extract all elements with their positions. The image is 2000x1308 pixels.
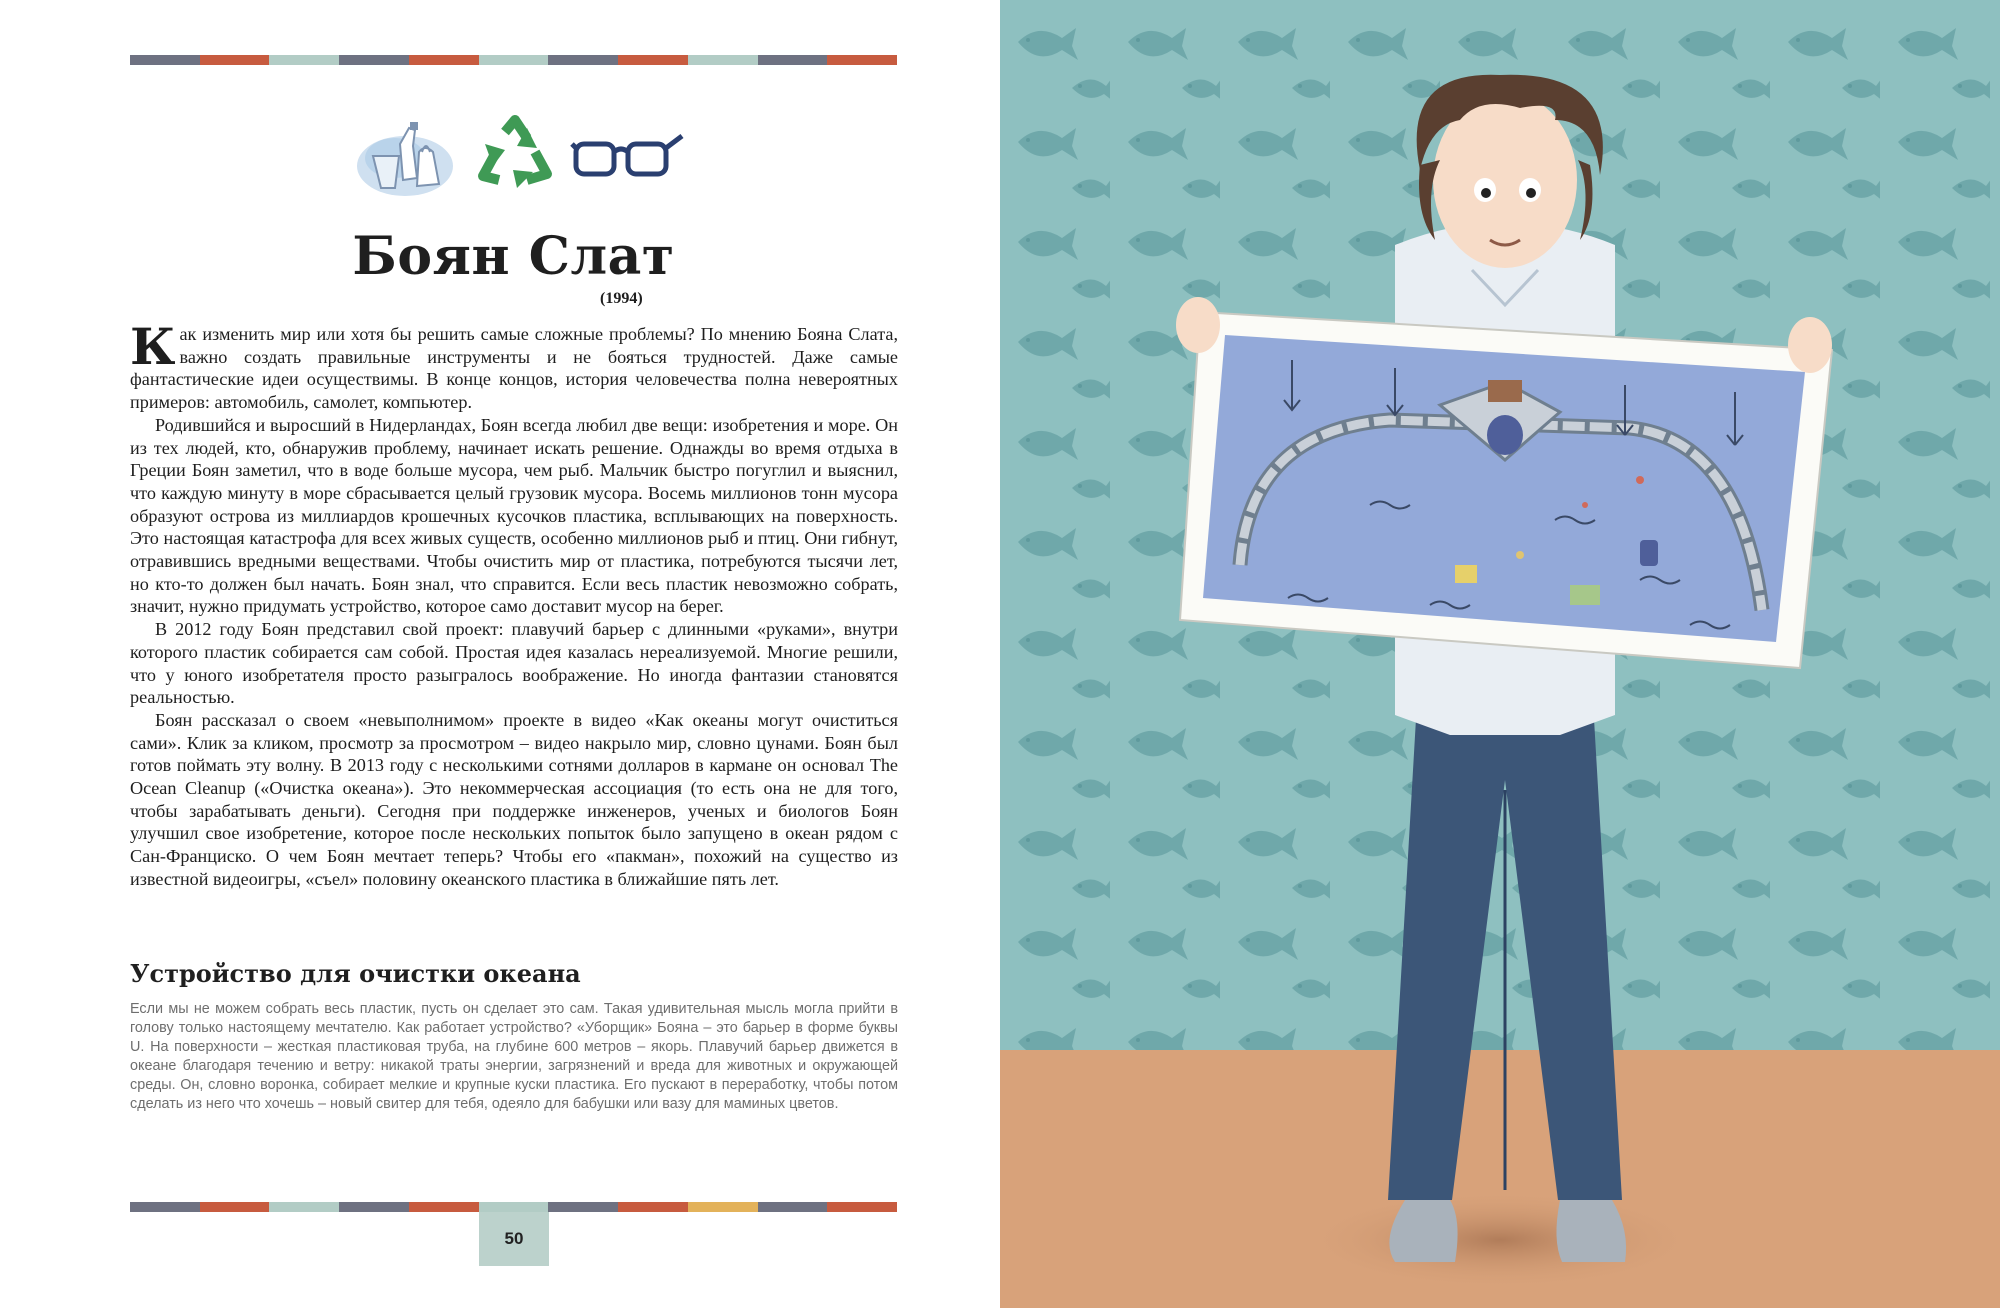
life-years: (1994) — [600, 290, 643, 307]
paragraph-3: В 2012 году Боян представил свой проект: плавучий барьер с длинными «руками», внутри которого пластик собирается сам собой. Простая идея казалась нереализуемой. Многие решили, что у юного изобретателя просто разыгралось воображение. Но иногда фантазии становятся реальностью. — [130, 619, 898, 708]
glasses-icon — [570, 130, 685, 190]
article-body — [130, 317, 898, 891]
plastic-waste-icon — [355, 108, 455, 198]
stripe-segment — [758, 55, 828, 65]
article-title: Боян Слат — [352, 226, 675, 287]
stripe-segment — [548, 1202, 618, 1212]
stripe-segment — [827, 55, 897, 65]
recycle-icon — [475, 114, 555, 194]
stripe-segment — [688, 55, 758, 65]
stripe-segment — [339, 1202, 409, 1212]
stripe-segment — [548, 55, 618, 65]
illustration-page — [1000, 0, 2000, 1308]
stripe-segment — [409, 1202, 479, 1212]
top-decorative-stripe — [130, 55, 897, 65]
poster — [1180, 312, 1832, 668]
stripe-segment — [618, 1202, 688, 1212]
paragraph-4: Боян рассказал о своем «невыполнимом» проекте в видео «Как океаны могут очиститься сами». Клик за кликом, просмотр за просмотром – видео накрыло мир, словно цунами. Боян был готов поймать эту волну. В 2013 году с несколькими сотнями долларов в кармане он основал The Ocean Cleanup («Очистка океана»). Это некоммерческая ассоциация (то есть она не для того, чтобы зарабатывать деньги). Сегодня при поддержке инженеров, ученых и биологов Боян улучшил свое изобретение, которое после нескольких попыток было запущено в океан рядом с Сан-Франциско. О чем Боян мечтает теперь? Чтобы его «пакман», похожий на существо из известной видеоигры, «съел» половину океанского пластика в ближайшие пять лет. — [130, 709, 898, 889]
page-number: 50 — [504, 1229, 524, 1248]
stripe-segment — [130, 55, 200, 65]
stripe-segment — [339, 55, 409, 65]
drop-cap: К — [130, 317, 176, 376]
stripe-segment — [479, 1202, 549, 1212]
stripe-segment — [479, 55, 549, 65]
stripe-segment — [758, 1202, 828, 1212]
stripe-segment — [618, 55, 688, 65]
stripe-segment — [269, 1202, 339, 1212]
stripe-segment — [269, 55, 339, 65]
paragraph-1-text: ак изменить мир или хотя бы решить самые сложные проблемы? По мнению Бояна Слата, важно создать правильные инструменты и не бояться трудностей. Даже самые фантастические идеи осуществимы. В конце концов, история человечества полна невероятных примеров: автомобиль, самолет, компьютер. — [130, 324, 898, 413]
bottom-decorative-stripe — [130, 1202, 897, 1212]
paragraph-2: Родившийся и выросший в Нидерландах, Боян всегда любил две вещи: изобретения и море. Он из тех людей, кто, обнаружив проблему, начинает искать решение. Однажды во время отдыха в Греции Боян заметил, что в воде больше мусора, чем рыб. Мальчик быстро погуглил и выяснил, что каждую минуту в море сбрасывается целый грузовик мусора. Восемь миллионов тонн мусора образуют острова из миллиардов крошечных кусочков пластика, всплывающих на поверхность. Это настоящая катастрофа для всех живых существ, особенно миллионов рыб и птиц. Они гибнут, отравившись вредными веществами. Чтобы очистить мир от пластика, потребуются тысячи лет, но кто-то должен был начать. Боян знал, что справится. Если весь пластик невозможно собрать, значит, нужно придумать устройство, которое само доставит мусор на берег. — [130, 414, 898, 617]
stripe-segment — [409, 55, 479, 65]
section-text: Если мы не можем собрать весь пластик, пусть он сделает это сам. Такая удивительная мысль могла прийти в голову только настоящему мечтателю. Как работает устройство? «Уборщик» Бояна – это барьер в форме буквы U. На поверхности – жесткая пластиковая труба, на глубине 600 метров – якорь. Плавучий барьер движется в океане благодаря течению и ветру: никакой траты энергии, загрязнений и вреда для животных и окружающей среды. Он, словно воронка, собирает мелкие и крупные куски пластика. Его пускают в переработку, чтобы потом сделать из него что хочешь – новый свитер для тебя, одеяло для бабушки или вазу для маминых цветов. — [130, 1001, 898, 1112]
stripe-segment — [688, 1202, 758, 1212]
paragraph-1 — [130, 317, 898, 414]
stripe-segment — [200, 55, 270, 65]
stripe-segment — [827, 1202, 897, 1212]
icons-row — [355, 108, 685, 198]
stripe-segment — [130, 1202, 200, 1212]
floor-shadow — [1300, 1190, 1700, 1290]
page-number-box — [479, 1212, 549, 1266]
stripe-segment — [200, 1202, 270, 1212]
section-heading: Устройство для очистки океана — [130, 959, 581, 988]
illustration — [1000, 0, 2000, 1308]
